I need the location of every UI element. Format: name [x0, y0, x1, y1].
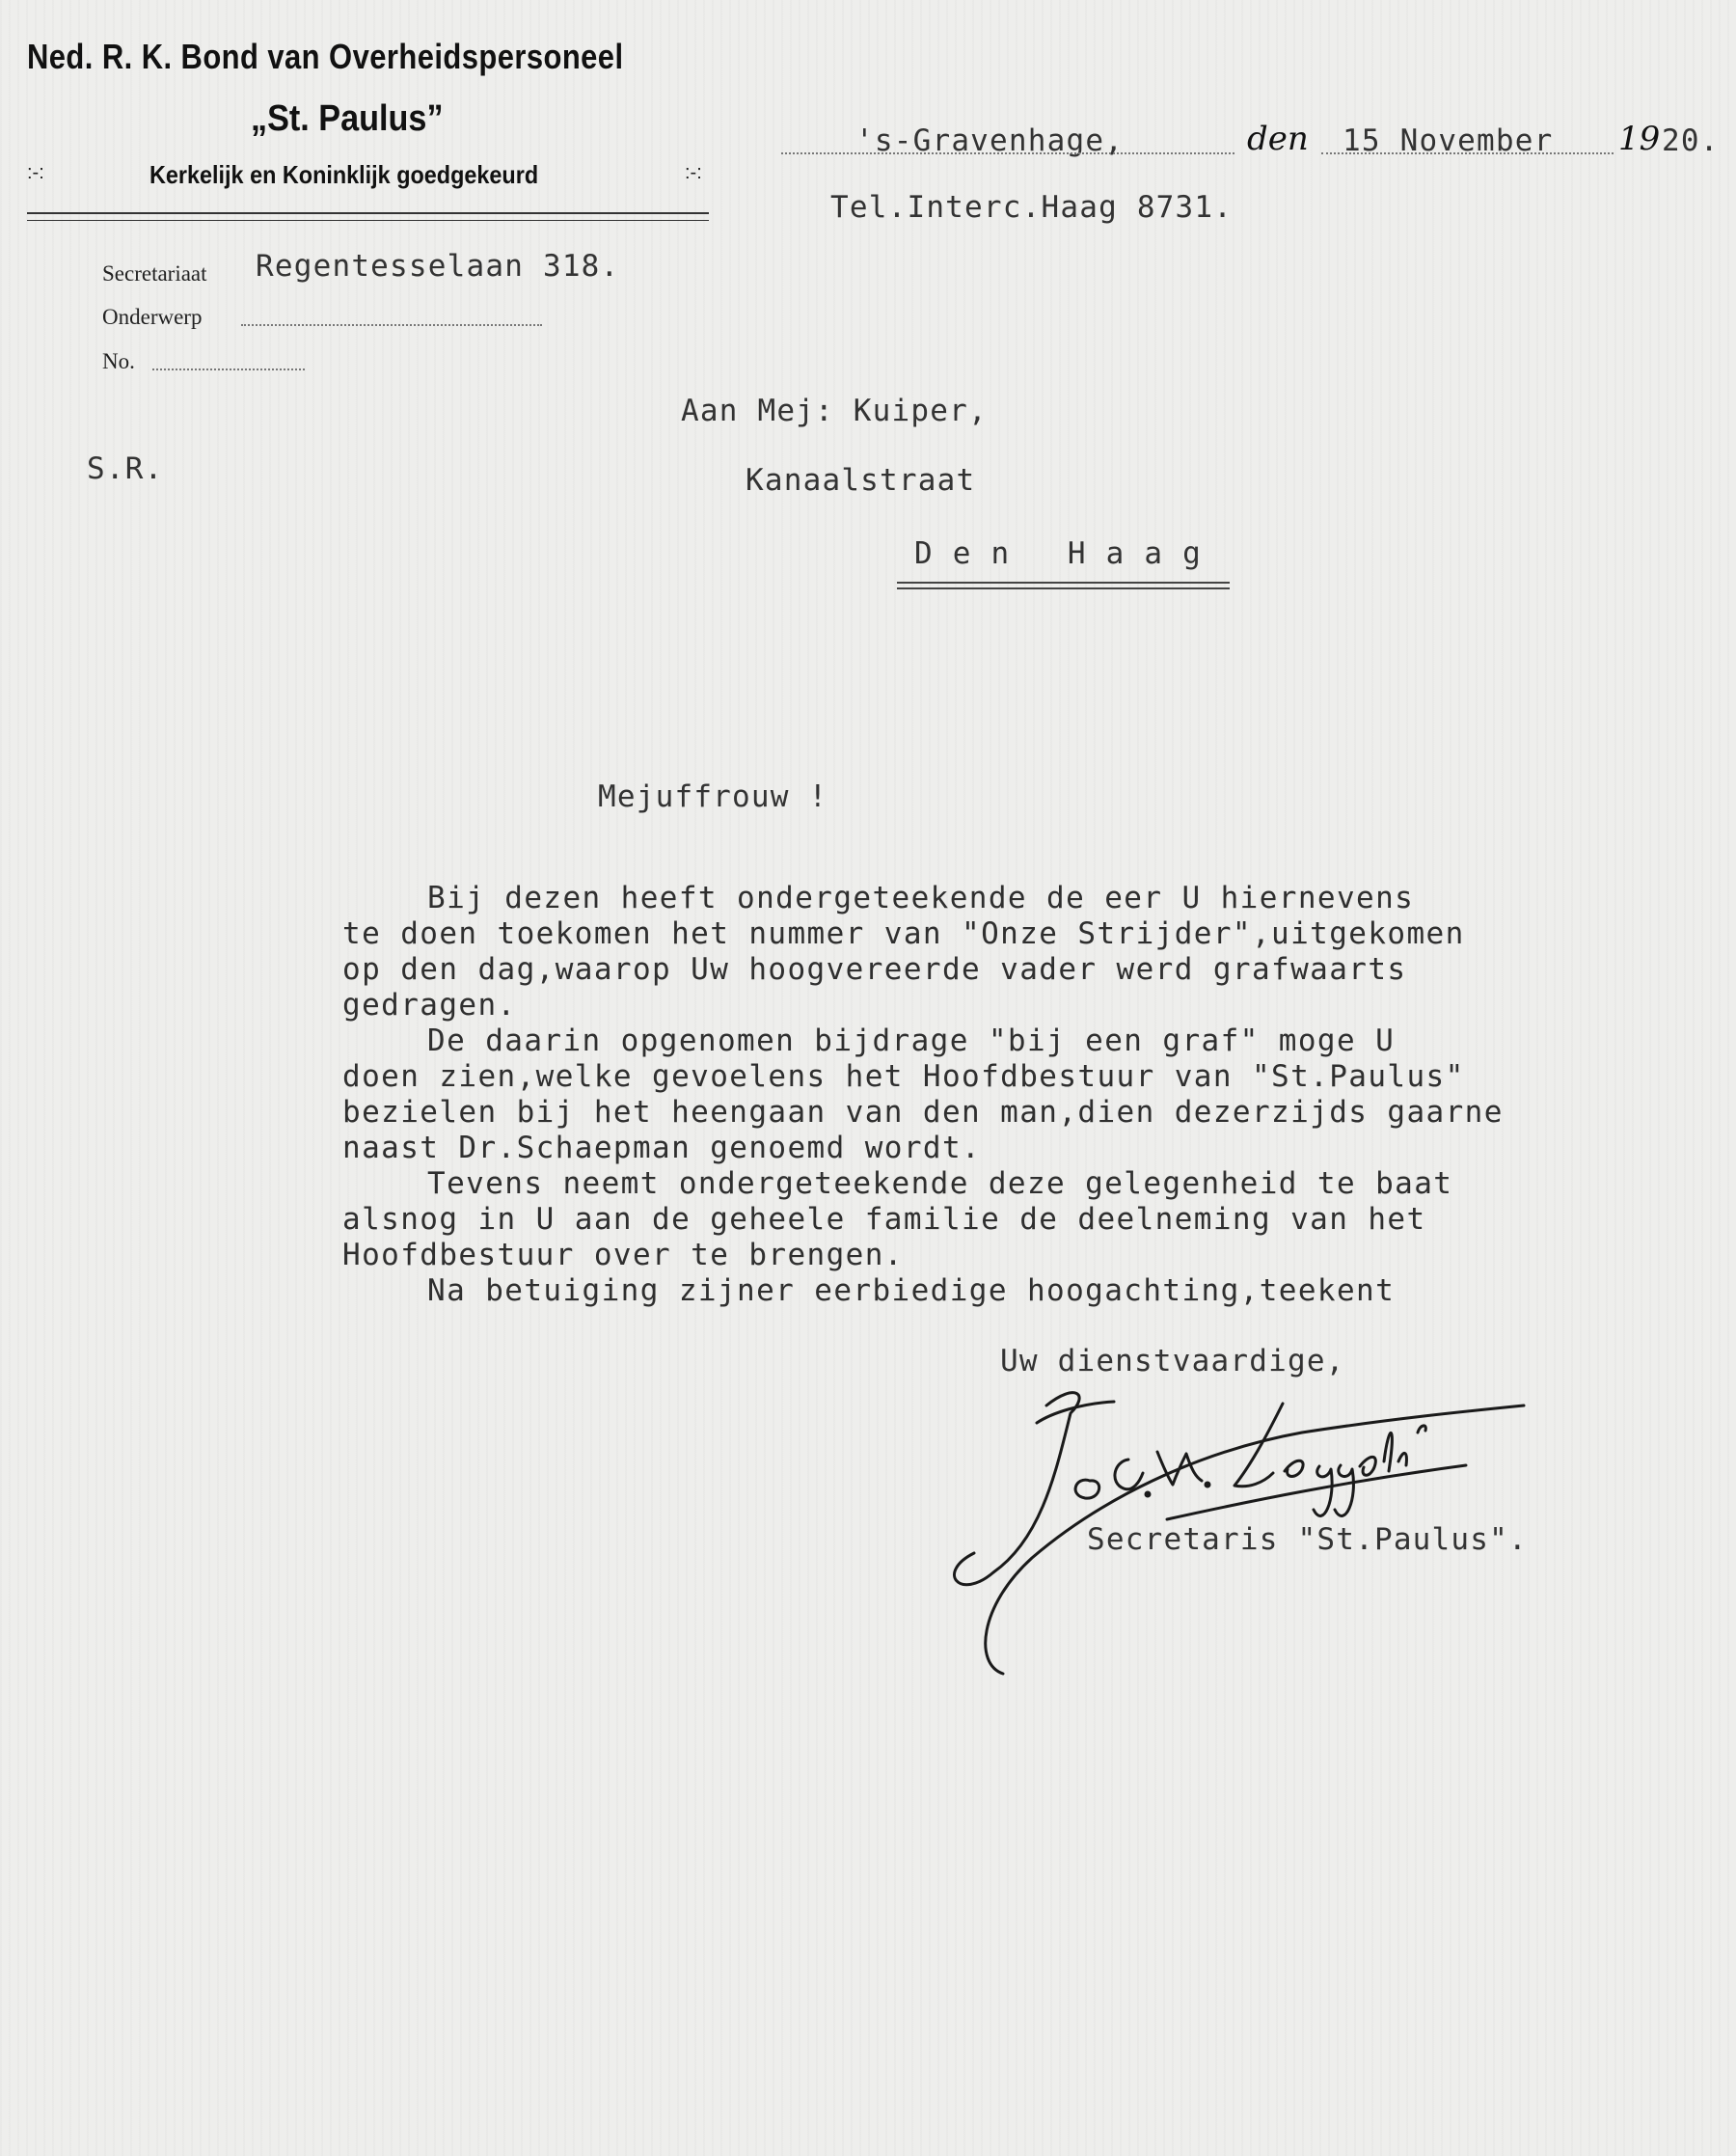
org-subtitle: „St. Paulus” — [251, 98, 444, 139]
body-line: te doen toekomen het nummer van "Onze Strijder",uitgekomen — [342, 916, 1465, 951]
onderwerp-dotted-line — [241, 324, 542, 326]
telephone: Tel.Interc.Haag 8731. — [830, 190, 1234, 225]
mark-left: :-: — [27, 162, 44, 183]
body-line: alsnog in U aan de geheele familie de deelneming van het — [342, 1202, 1426, 1237]
letterhead-rule-top — [27, 212, 709, 214]
no-dotted-line — [152, 368, 305, 370]
reference: S.R. — [87, 451, 164, 486]
address-line-2: Kanaalstraat — [746, 463, 976, 498]
address-underline-1 — [897, 582, 1230, 584]
signer-title: Secretaris "St.Paulus". — [1087, 1522, 1528, 1557]
body-line: doen zien,welke gevoelens het Hoofdbestuur van "St.Paulus" — [342, 1059, 1465, 1094]
address-underline-2 — [897, 587, 1230, 589]
den-label: den — [1247, 120, 1309, 158]
letter-body — [342, 881, 1673, 1309]
date-dotted-line — [1321, 152, 1614, 154]
body-line: op den dag,waarop Uw hoogvereerde vader werd grafwaarts — [342, 952, 1407, 987]
address-line-3: D e n H a a g — [914, 536, 1202, 571]
place: 's-Gravenhage, — [855, 123, 1125, 158]
body-line: gedragen. — [342, 988, 517, 1023]
no-label: No. — [102, 349, 135, 373]
body-line: De daarin opgenomen bijdrage "bij een graf" moge U — [427, 1023, 1396, 1058]
body-line: bezielen bij het heengaan van den man,dien dezerzijds gaarne — [342, 1095, 1504, 1130]
secretariaat-value: Regentesselaan 318. — [256, 249, 620, 284]
closing: Uw dienstvaardige, — [1000, 1344, 1345, 1378]
place-dotted-line — [781, 152, 1234, 154]
approval-line: Kerkelijk en Koninklijk goedgekeurd — [149, 160, 539, 189]
letterhead-rule-bottom — [27, 220, 709, 221]
date-text: 15 November — [1343, 123, 1554, 158]
body-line: Hoofdbestuur over te brengen. — [342, 1238, 904, 1272]
body-line: Bij dezen heeft ondergeteekende de eer U hiernevens — [427, 881, 1415, 915]
year-prefix: 19 — [1618, 120, 1661, 158]
body-line: Na betuiging zijner eerbiedige hoogachting,teekent — [427, 1273, 1396, 1308]
body-line: naast Dr.Schaepman genoemd wordt. — [342, 1131, 982, 1165]
secretariaat-label: Secretariaat — [102, 261, 207, 286]
org-name: Ned. R. K. Bond van Overheidspersoneel — [27, 37, 624, 76]
year-suffix: 20. — [1662, 123, 1720, 158]
body-line: Tevens neemt ondergeteekende deze gelegenheid te baat — [427, 1166, 1453, 1201]
mark-right: :-: — [685, 162, 702, 183]
address-line-1: Aan Mej: Kuiper, — [681, 394, 988, 428]
onderwerp-label: Onderwerp — [102, 305, 203, 329]
salutation: Mejuffrouw ! — [598, 779, 828, 814]
